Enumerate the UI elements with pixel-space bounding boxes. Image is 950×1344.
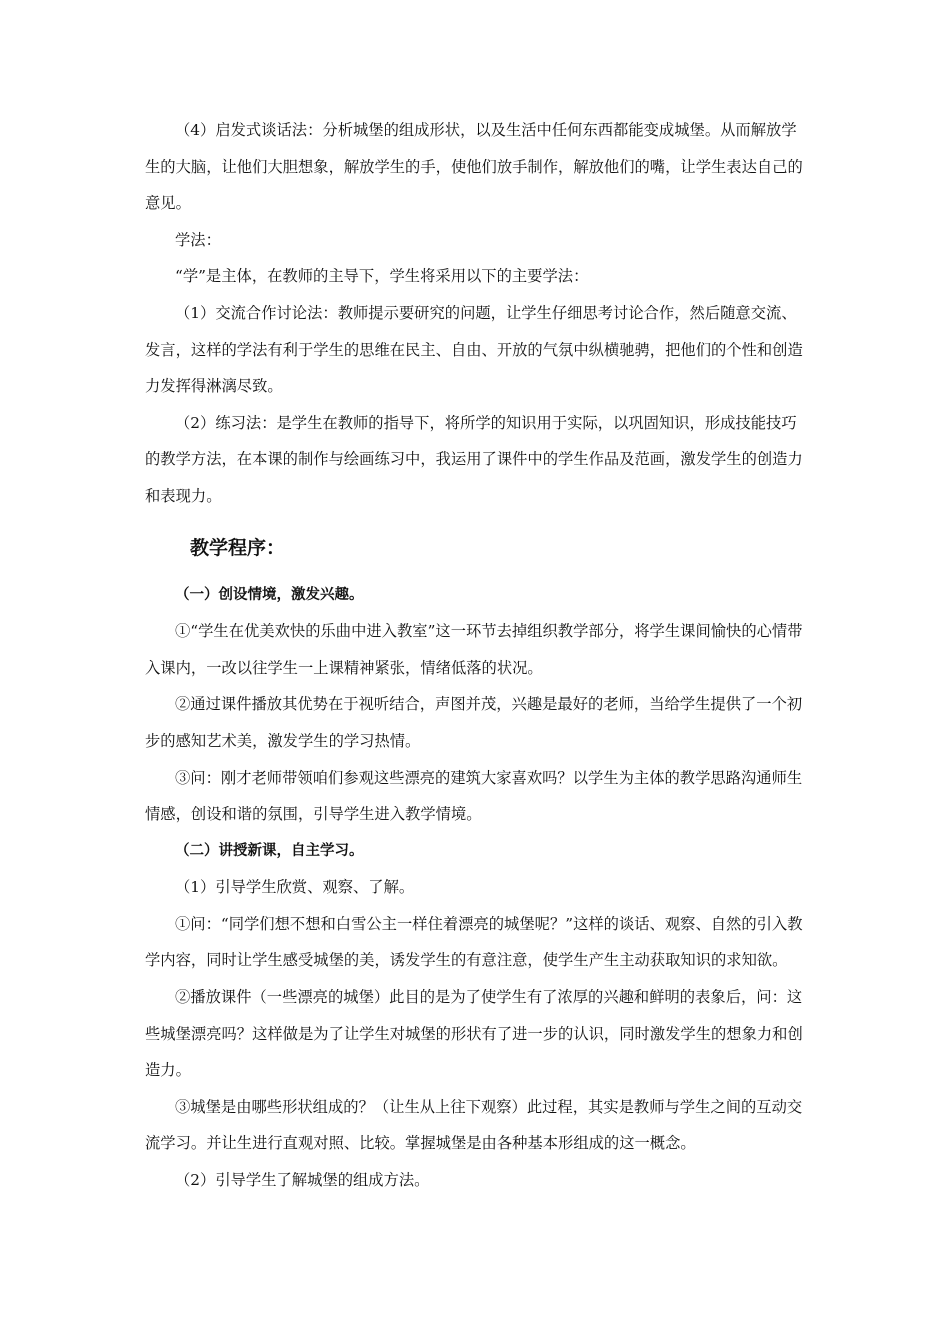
part2-paragraph: ③城堡是由哪些形状组成的？（让生从上往下观察）此过程，其实是教师与学生之间的互动交流学习。并让生进行直观对照、比较。掌握城堡是由各种基本形组成的这一概念。 (145, 1097, 803, 1153)
paragraph-heuristic-method: （4）启发式谈话法：分析城堡的组成形状，以及生活中任何东西都能变成城堡。从而解放学生的大脑，让他们大胆想象，解放学生的手，使他们放手制作，解放他们的嘴，让学生表达自己的意见。 (145, 121, 803, 213)
part1-paragraph: ③问：刚才老师带领咱们参观这些漂亮的建筑大家喜欢吗？以学生为主体的教学思路沟通师生情感，创设和谐的氛围，引导学生进入教学情境。 (145, 768, 803, 824)
part2-title: （二）讲授新课，自主学习。 (175, 842, 364, 859)
document-page (145, 112, 810, 1199)
paragraph-discussion-method: （1）交流合作讨论法：教师提示要研究的问题，让学生仔细思考讨论合作，然后随意交流、发言，这样的学法有利于学生的思维在民主、自由、开放的气氛中纵横驰骋，把他们的个性和创造力发挥得淋漓尽致。 (145, 303, 803, 396)
paragraph-study-intro: “学”是主体，在教师的主导下，学生将采用以下的主要学法： (175, 267, 589, 286)
paragraph-study-methods-label: 学法： (175, 230, 221, 249)
part2-paragraph: ①问：“同学们想不想和白雪公主一样住着漂亮的城堡呢？”这样的谈话、观察、自然的引入教学内容，同时让学生感受城堡的美，诱发学生的有意注意，使学生产生主动获取知识的求知欲。 (145, 914, 803, 970)
part1-paragraph: ②通过课件播放其优势在于视听结合，声图并茂，兴趣是最好的老师，当给学生提供了一个初步的感知艺术美，激发学生的学习热情。 (145, 695, 803, 750)
part2-paragraph: （1）引导学生欣赏、观察、了解。 (175, 878, 415, 897)
part2-paragraph: （2）引导学生了解城堡的组成方法。 (175, 1171, 430, 1190)
part2-paragraph: ②播放课件（一些漂亮的城堡）此目的是为了使学生有了浓厚的兴趣和鲜明的表象后，问：这些城堡漂亮吗？这样做是为了让学生对城堡的形状有了进一步的认识，同时激发学生的想象力和创造力。 (145, 988, 803, 1080)
section-title: 教学程序： (190, 536, 286, 559)
part1-title: （一）创设情境，激发兴趣。 (175, 586, 364, 603)
paragraph-practice-method: （2）练习法：是学生在教师的指导下，将所学的知识用于实际，以巩固知识，形成技能技巧的教学方法，在本课的制作与绘画练习中，我运用了课件中的学生作品及范画，激发学生的创造力和表现力。 (145, 413, 803, 505)
part1-paragraph: ①“学生在优美欢快的乐曲中进入教室”这一环节去掉组织教学部分，将学生课间愉快的心情带入课内，一改以往学生一上课精神紧张，情绪低落的状况。 (145, 622, 803, 677)
